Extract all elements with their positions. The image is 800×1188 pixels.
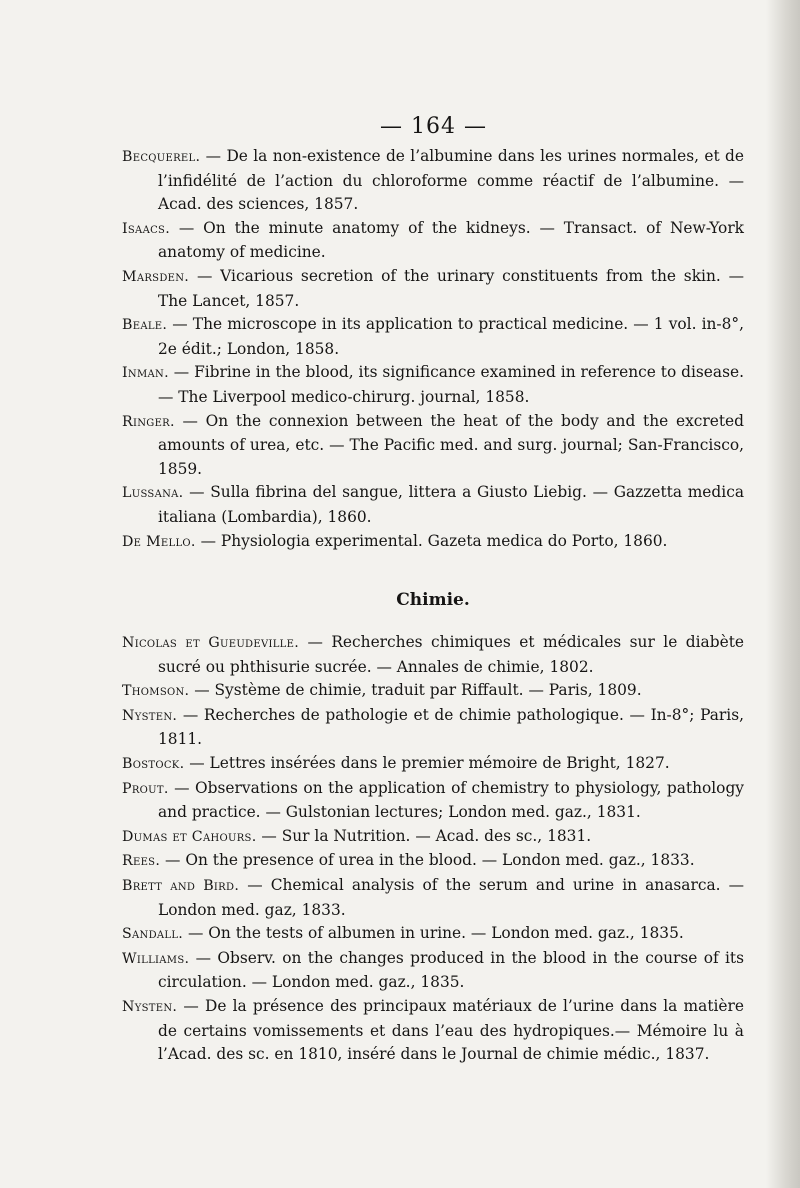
- entry-text: — Vicarious secretion of the urinary constituents from the skin. — The Lancet, 1857.: [158, 266, 744, 310]
- entry-text: — Physiologia experimental. Gazeta medica do Porto, 1860.: [195, 531, 668, 550]
- bibliography-entry: [122, 947, 744, 995]
- entry-author: Becquerel.: [122, 149, 201, 165]
- entry-text: — Sulla fibrina del sangue, littera a Giusto Liebig. — Gazzetta medica italiana (Lombardia), 1860.: [158, 483, 744, 526]
- bibliography-entry: [122, 849, 744, 874]
- entry-text: — On the tests of albumen in urine. — London med. gaz., 1835.: [183, 924, 684, 943]
- entry-text: — De la non-existence de l’albumine dans les urines normales, et de l’infidélité de l’action du chloroforme comme réactif de l’albumine. — Acad. des sciences, 1857.: [158, 147, 744, 214]
- bibliography-entry: [122, 265, 744, 313]
- entry-text: — Système de chimie, traduit par Riffault. — Paris, 1809.: [189, 681, 642, 700]
- bibliography-entry: [122, 313, 744, 361]
- entry-author: Lussana.: [122, 485, 184, 502]
- page-edge-shadow: [766, 0, 800, 1188]
- bibliography-entry: [122, 145, 744, 217]
- entry-author: Prout.: [122, 780, 169, 797]
- entry-author: Bostock.: [122, 755, 185, 772]
- entry-author: Williams.: [122, 950, 190, 967]
- entry-text: — Fibrine in the blood, its significance examined in reference to disease. — The Liverpool medico-chirurg. journal, 1858.: [158, 363, 744, 406]
- entry-author: Isaacs.: [122, 220, 171, 237]
- entry-author: Sandall.: [122, 926, 184, 943]
- entry-author: Rees.: [122, 853, 161, 870]
- bibliography-entry: [122, 631, 744, 679]
- bibliography-entry: [122, 752, 744, 777]
- entry-author: De Mello.: [122, 533, 196, 550]
- entry-author: Inman.: [122, 365, 169, 382]
- bibliography-entry: [122, 704, 744, 752]
- entry-text: — Recherches de pathologie et de chimie pathologique. — In-8°; Paris, 1811.: [158, 705, 744, 749]
- entry-text: — De la présence des principaux matériaux de l’urine dans la matière de certains vomissements et dans l’eau des hydropiques.— Mémoire lu à l’Acad. des sc. en 1810, inséré dans le Journal de chimie médic., 1837.: [158, 996, 744, 1064]
- bibliography-entry: [122, 679, 744, 704]
- bibliography-entry: [122, 874, 744, 922]
- entry-author: Brett and Bird.: [122, 877, 240, 894]
- entry-author: Marsden.: [122, 268, 190, 285]
- entry-text: — Chemical analysis of the serum and urine in anasarca. — London med. gaz, 1833.: [158, 875, 744, 919]
- entry-text: — On the presence of urea in the blood. — London med. gaz., 1833.: [160, 851, 695, 870]
- bibliography-entry: [122, 777, 744, 825]
- bibliography-entry: [122, 995, 744, 1067]
- entry-text: — On the minute anatomy of the kidneys. — Transact. of New-York anatomy of medicine.: [158, 218, 744, 262]
- entry-text: — Lettres insérées dans le premier mémoire de Bright, 1827.: [184, 753, 670, 772]
- entry-author: Thomson.: [122, 683, 190, 700]
- entry-author: Beale.: [122, 317, 168, 334]
- bibliography-entry: [122, 825, 744, 850]
- bibliography-list-after: [122, 631, 744, 1067]
- page-number: — 164 —: [380, 114, 487, 139]
- entry-text: — Recherches chimiques et médicales sur le diabète sucré ou phthisurie sucrée. — Annales de chimie, 1802.: [158, 633, 744, 676]
- bibliography-entry: [122, 361, 744, 409]
- entry-text: — Observ. on the changes produced in the blood in the course of its circulation. — London med. gaz., 1835.: [158, 948, 744, 992]
- bibliography-entry: [122, 922, 744, 947]
- bibliography-list-before: [122, 145, 744, 554]
- entry-author: Nysten.: [122, 998, 178, 1015]
- entry-text: — Sur la Nutrition. — Acad. des sc., 1831.: [256, 826, 592, 845]
- entry-text: — The microscope in its application to practical medicine. — 1 vol. in-8°, 2e édit.; London, 1858.: [158, 315, 744, 358]
- entry-text: — On the connexion between the heat of the body and the excreted amounts of urea, etc. — The Pacific med. and surg. journal; San-Francisco, 1859.: [158, 411, 744, 478]
- entry-author: Dumas et Cahours.: [122, 828, 257, 845]
- entry-author: Nicolas et Gueudeville.: [122, 635, 300, 651]
- entry-author: Ringer.: [122, 413, 175, 430]
- bibliography-entry: [122, 530, 744, 555]
- entry-author: Nysten.: [122, 707, 178, 724]
- bibliography-entry: [122, 410, 744, 482]
- entry-text: — Observations on the application of chemistry to physiology, pathology and practice. — Gulstonian lectures; London med. gaz., 1831.: [158, 778, 744, 822]
- section-heading: Chimie.: [396, 590, 470, 610]
- bibliography-entry: [122, 481, 744, 529]
- bibliography-entry: [122, 217, 744, 265]
